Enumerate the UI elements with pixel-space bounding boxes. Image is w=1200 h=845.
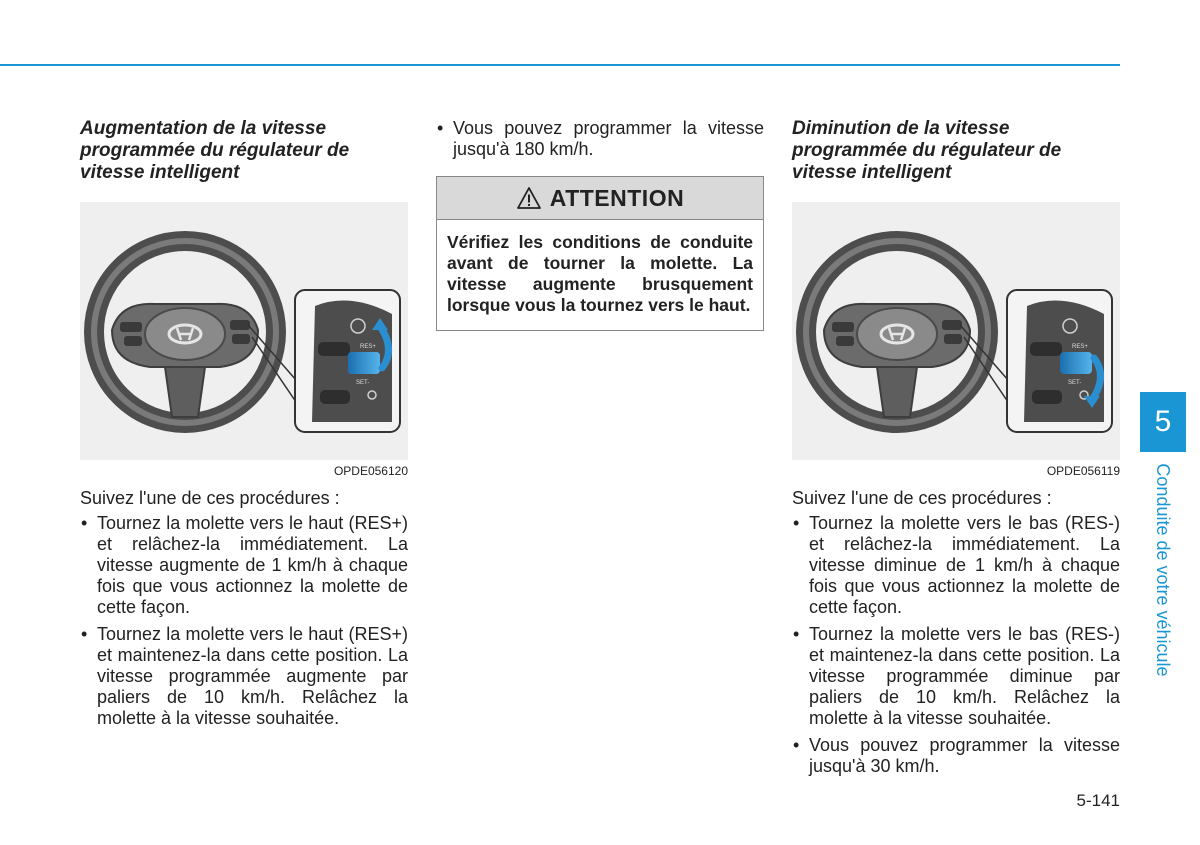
figure-code: OPDE056119 xyxy=(1046,464,1120,478)
steering-wheel-down-svg xyxy=(792,202,1120,460)
chapter-title: Conduite de votre véhicule xyxy=(1153,463,1173,677)
steering-wheel-up-svg xyxy=(80,202,408,460)
attention-title: ATTENTION xyxy=(549,184,685,211)
list-item: • Tournez la molette vers le bas (RES-) et maintenez-la dans cette position. La vitesse programmée diminue par paliers de 10 km/h. Relâchez la molette à la vitesse souhaitée. xyxy=(792,624,1120,729)
figure-code: OPDE056120 xyxy=(333,464,408,478)
list-item: • Tournez la molette vers le haut (RES+) et maintenez-la dans cette position. La vitesse programmée augmente par paliers de 10 km/h. Relâchez la molette à la vitesse souhaitée. xyxy=(80,624,408,729)
list-item: • Tournez la molette vers le bas (RES-) et relâchez-la immédiatement. La vitesse diminue de 1 km/h à chaque fois que vous actionnez la molette de cette façon. xyxy=(792,513,1120,618)
bullet-list xyxy=(436,118,764,160)
page-number: 5-141 xyxy=(1076,791,1120,810)
warning-triangle-icon xyxy=(516,186,542,210)
chapter-tab: 5 xyxy=(1140,392,1186,452)
right-column xyxy=(792,118,1120,783)
intro-text: Suivez l'une de ces procédures : xyxy=(80,488,340,508)
attention-header xyxy=(437,177,763,220)
bullet-list xyxy=(80,513,408,729)
attention-body: Vérifiez les conditions de conduite avant de tourner la molette. La vitesse augmente brusquement lorsque vous la tournez vers le haut. xyxy=(447,232,753,315)
list-item: • Vous pouvez programmer la vitesse jusqu'à 30 km/h. xyxy=(792,735,1120,777)
set-label: SET- xyxy=(1068,380,1082,386)
left-column xyxy=(80,118,408,735)
set-label: SET- xyxy=(356,380,370,386)
attention-box xyxy=(436,176,764,331)
steering-wheel-illustration-down xyxy=(792,202,1120,460)
section-heading-increase: Augmentation de la vitesse programmée du régulateur de vitesse intelligent xyxy=(80,118,350,183)
res-label: RES+ xyxy=(1072,344,1088,350)
list-item: • Tournez la molette vers le haut (RES+) et relâchez-la immédiatement. La vitesse augmente de 1 km/h à chaque fois que vous actionnez la molette de cette façon. xyxy=(80,513,408,618)
steering-wheel-illustration-up xyxy=(80,202,408,460)
section-heading-decrease: Diminution de la vitesse programmée du régulateur de vitesse intelligent xyxy=(792,118,1062,183)
res-label: RES+ xyxy=(360,344,376,350)
list-item: • Vous pouvez programmer la vitesse jusqu'à 180 km/h. xyxy=(436,118,764,160)
middle-column xyxy=(436,118,764,331)
header-rule xyxy=(0,64,1120,66)
bullet-list xyxy=(792,513,1120,777)
intro-text: Suivez l'une de ces procédures : xyxy=(792,488,1052,508)
